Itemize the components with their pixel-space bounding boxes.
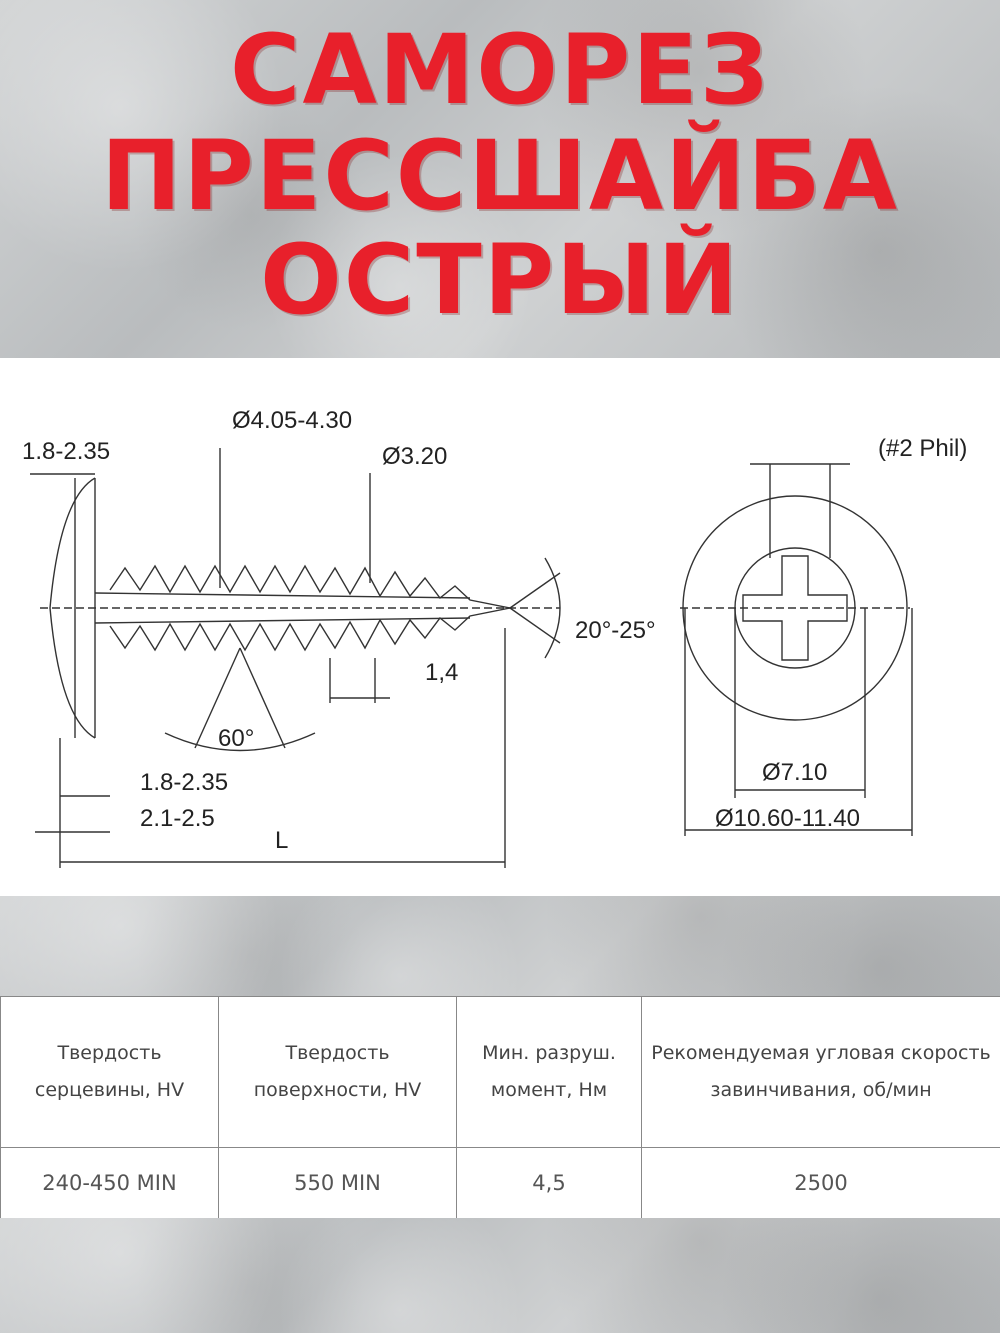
value-min-breaking-torque: 4,5 <box>457 1148 642 1219</box>
title-line-1: САМОРЕЗ <box>229 14 771 126</box>
header-min-breaking-torque: Мин. разруш. момент, Нм <box>457 997 642 1148</box>
concrete-background-middle <box>0 896 1000 996</box>
value-recommended-speed: 2500 <box>642 1148 1000 1219</box>
label-thread-angle: 60° <box>218 725 255 752</box>
value-surface-hardness: 550 MIN <box>219 1148 457 1219</box>
technical-drawing <box>0 358 1000 896</box>
concrete-background-bottom <box>0 1218 1000 1333</box>
value-core-hardness: 240-450 MIN <box>1 1148 219 1219</box>
title-line-2: ПРЕССШАЙБА <box>101 120 899 232</box>
header-core-hardness: Твердость серцевины, HV <box>1 997 219 1148</box>
label-dim-bottom-1: 1.8-2.35 <box>140 769 229 796</box>
label-inner-diameter: Ø3.20 <box>382 443 448 470</box>
label-length: L <box>275 827 289 854</box>
label-outer-diameter: Ø4.05-4.30 <box>232 407 353 434</box>
label-point-angle: 20°-25° <box>575 617 656 644</box>
label-dim-bottom-2: 2.1-2.5 <box>140 805 215 832</box>
header-surface-hardness: Твердость поверхности, HV <box>219 997 457 1148</box>
screw-schematic <box>0 358 1000 896</box>
shank-bottom <box>95 618 470 623</box>
thread-top <box>110 566 510 608</box>
label-head-diameter: Ø10.60-11.40 <box>715 805 860 832</box>
label-head-thickness-top: 1.8-2.35 <box>22 438 111 465</box>
thread-bottom <box>110 608 510 650</box>
label-recess-diameter: Ø7.10 <box>762 759 828 786</box>
table-row <box>1 1148 1000 1219</box>
label-phillips: (#2 Phil) <box>878 435 968 462</box>
label-pitch: 1,4 <box>425 659 459 686</box>
concrete-background-top <box>0 0 1000 358</box>
header-recommended-speed: Рекомендуемая угловая скорость завинчивания, об/мин <box>642 997 1000 1148</box>
title-line-3: ОСТРЫЙ <box>260 224 740 336</box>
specs-table <box>0 996 1000 1218</box>
shank-top <box>95 593 470 598</box>
